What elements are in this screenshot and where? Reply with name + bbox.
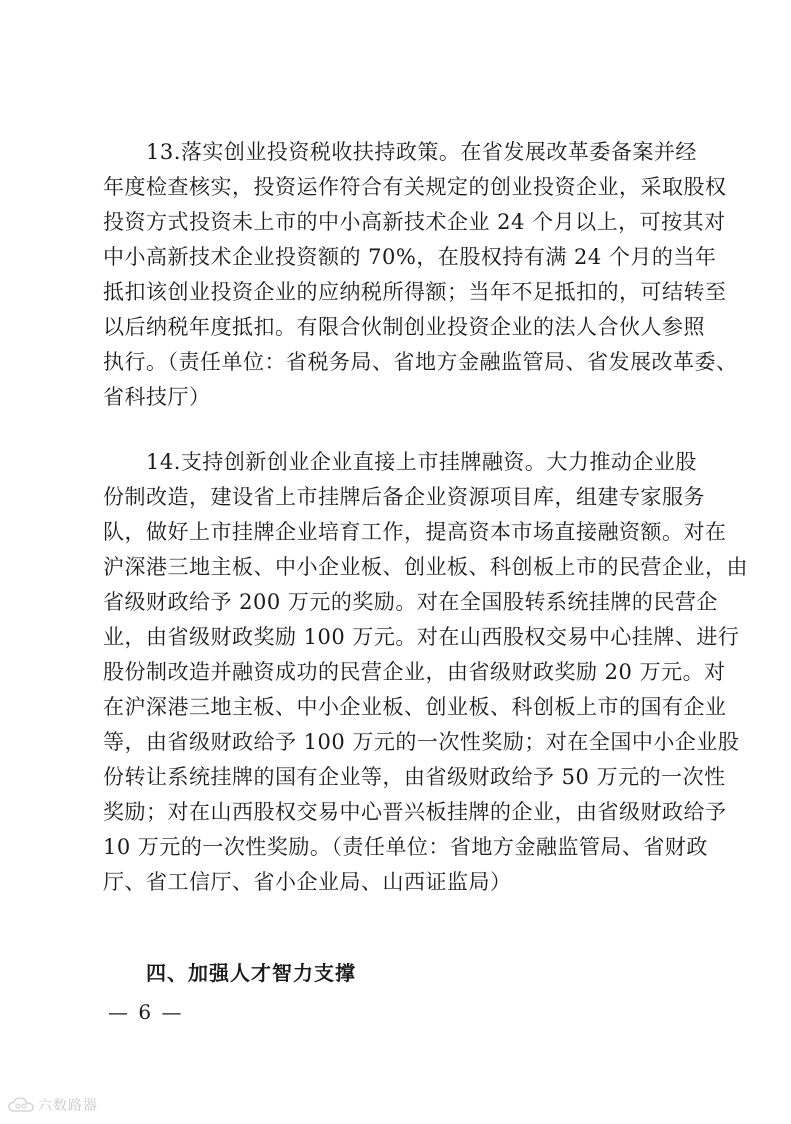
text-line: 省科技厅） [103, 385, 211, 409]
text-line: 执行。（责任单位：省税务局、省地方金融监管局、省发展改革委、 [103, 350, 738, 374]
text-line: 份转让系统挂牌的国有企业等，由省级财政给予 50 万元的一次性 [103, 765, 726, 789]
text-line: 厅、省工信厅、省小企业局、山西证监局） [103, 870, 512, 894]
text-line: 队，做好上市挂牌企业培育工作，提高资本市场直接融资额。对在 [103, 520, 727, 544]
text-line: 年度检查核实，投资运作符合有关规定的创业投资企业，采取股权 [103, 175, 727, 199]
watermark [8, 1093, 98, 1117]
text-line: 投资方式投资未上市的中小高新技术企业 24 个月以上，可按其对 [103, 210, 726, 234]
text-line: 等，由省级财政给予 100 万元的一次性奖励；对在全国中小企业股 [103, 730, 740, 754]
text-line: 抵扣该创业投资企业的应纳税所得额；当年不足抵扣的，可结转至 [103, 280, 727, 304]
text-line: 14.支持创新创业企业直接上市挂牌融资。大力推动企业股 [146, 450, 697, 474]
section-heading: 四、加强人才智力支撑 [146, 961, 356, 985]
text-line: 省级财政给予 200 万元的奖励。对在全国股转系统挂牌的民营企 [103, 590, 718, 614]
text-line: 13.落实创业投资税收扶持政策。在省发展改革委备案并经 [146, 140, 697, 164]
text-line: 份制改造，建设省上市挂牌后备企业资源项目库，组建专家服务 [103, 485, 705, 509]
text-line: 奖励；对在山西股权交易中心晋兴板挂牌的企业，由省级财政给予 [103, 800, 727, 824]
text-line: 在沪深港三地主板、中小企业板、创业板、科创板上市的国有企业 [103, 695, 727, 719]
cloud-logo-icon [8, 1095, 34, 1115]
watermark-text: 六数路器 [38, 1098, 98, 1114]
page-number: — 6 — [108, 1000, 184, 1024]
text-line: 沪深港三地主板、中小企业板、创业板、科创板上市的民营企业，由 [103, 555, 748, 579]
text-line: 股份制改造并融资成功的民营企业，由省级财政奖励 20 万元。对 [103, 660, 726, 684]
text-line: 业，由省级财政奖励 100 万元。对在山西股权交易中心挂牌、进行 [103, 625, 740, 649]
text-line: 中小高新技术企业投资额的 70%，在股权持有满 24 个月的当年 [103, 245, 717, 269]
text-line: 10 万元的一次性奖励。（责任单位：省地方金融监管局、省财政 [103, 835, 708, 859]
text-line: 以后纳税年度抵扣。有限合伙制创业投资企业的法人合伙人参照 [103, 315, 705, 339]
